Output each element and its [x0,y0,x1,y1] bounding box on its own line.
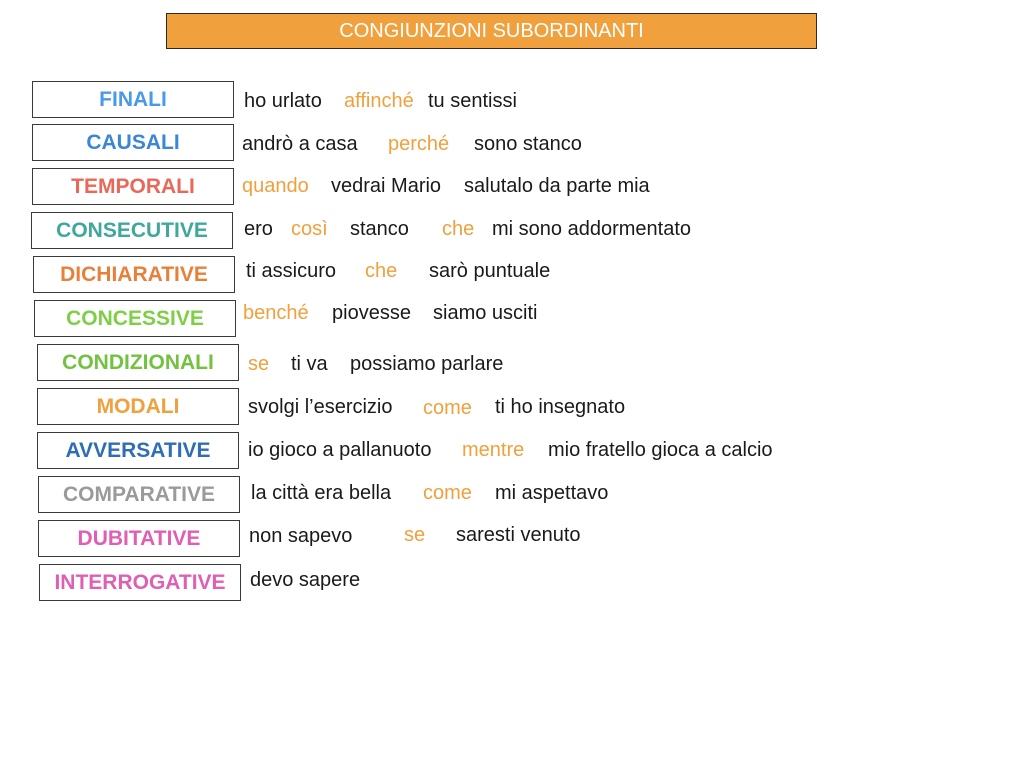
conjunction-word: mentre [462,439,525,461]
example-phrase: sono stanco [474,133,582,155]
category-causali: CAUSALI [32,124,234,161]
category-comparative: COMPARATIVE [38,476,240,513]
example-phrase: io gioco a pallanuoto [248,439,432,461]
example-phrase: tu sentissi [428,90,517,112]
example-phrase: mi aspettavo [495,482,609,504]
example-phrase: devo sapere [250,569,361,591]
conjunction-word: così [291,218,328,240]
category-finali: FINALI [32,81,234,118]
example-phrase: ti va [291,353,328,375]
example-phrase: piovesse [332,302,411,324]
example-phrase: svolgi l’esercizio [248,396,393,418]
example-phrase: salutalo da parte mia [464,175,650,197]
example-phrase: non sapevo [249,525,353,547]
conjunction-word: che [442,218,475,240]
category-concessive: CONCESSIVE [34,300,236,337]
example-phrase: possiamo parlare [350,353,504,375]
conjunction-word: perché [388,133,450,155]
example-phrase: ti assicuro [246,260,337,282]
conjunction-word: se [404,524,426,546]
category-consecutive: CONSECUTIVE [31,212,233,249]
category-dubitative: DUBITATIVE [38,520,240,557]
conjunction-word: quando [242,175,309,197]
page-title: CONGIUNZIONI SUBORDINANTI [166,13,817,49]
conjunction-word: che [365,260,398,282]
conjunction-word: affinché [344,90,414,112]
category-condizionali: CONDIZIONALI [37,344,239,381]
example-phrase: siamo usciti [433,302,538,324]
example-phrase: mio fratello gioca a calcio [548,439,773,461]
example-phrase: saresti venuto [456,524,581,546]
example-phrase: stanco [350,218,409,240]
category-temporali: TEMPORALI [32,168,234,205]
example-phrase: vedrai Mario [331,175,442,197]
category-modali: MODALI [37,388,239,425]
category-avversative: AVVERSATIVE [37,432,239,469]
category-dichiarative: DICHIARATIVE [33,256,235,293]
example-phrase: ero [244,218,273,240]
example-phrase: mi sono addormentato [492,218,692,240]
conjunction-word: se [248,353,270,375]
conjunction-word: come [423,482,472,504]
conjunction-word: come [423,397,472,419]
example-phrase: la città era bella [251,482,392,504]
conjunction-word: benché [243,302,309,324]
category-interrogative: INTERROGATIVE [39,564,241,601]
example-phrase: ti ho insegnato [495,396,626,418]
example-phrase: ho urlato [244,90,322,112]
example-phrase: andrò a casa [242,133,358,155]
example-phrase: sarò puntuale [429,260,551,282]
